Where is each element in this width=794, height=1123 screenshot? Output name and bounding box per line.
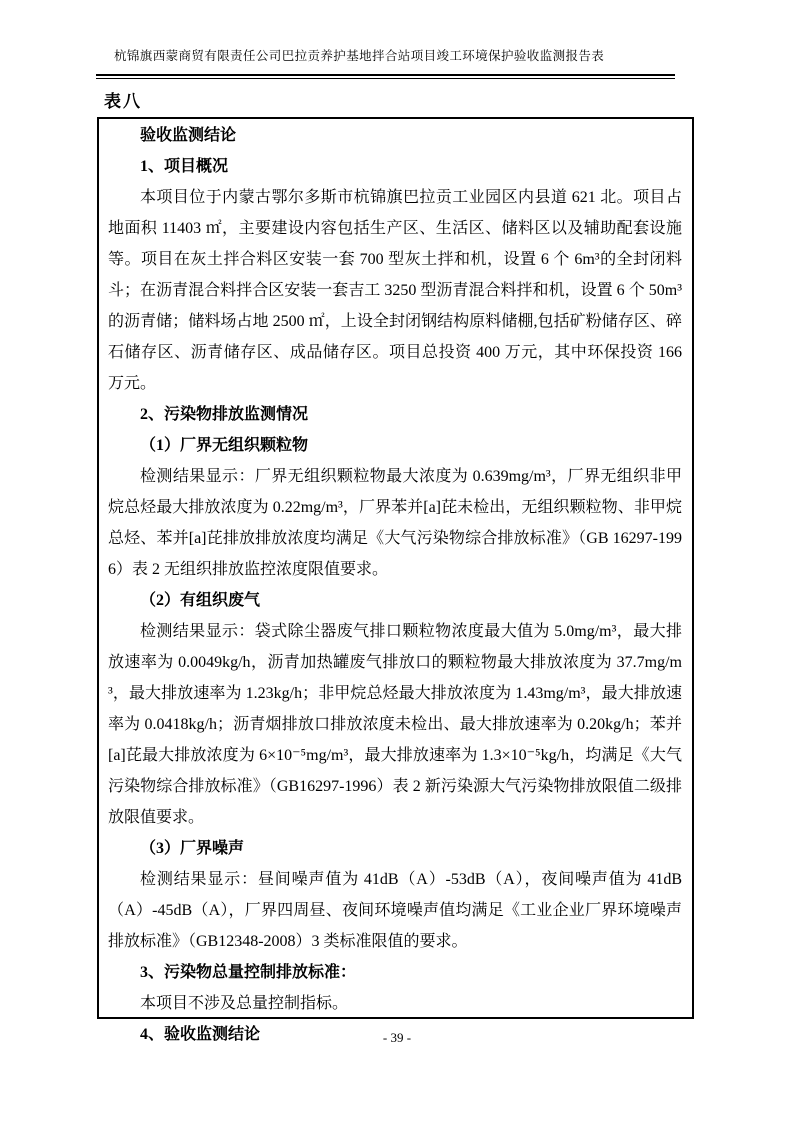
table-heading: 3、污染物总量控制排放标准： — [140, 964, 357, 981]
acceptance-conclusion-table — [97, 117, 694, 1043]
table-paragraph: 检测结果显示：昼间噪声值为 41dB（A）-53dB（A），夜间噪声值为 41dB（A）-45dB（A），厂界四周昼、夜间环境噪声值均满足《工业企业厂界环境噪声排放标准》（GB12348-2008）3 类标准限值的要求。 — [108, 871, 682, 950]
table-paragraph: 检测结果显示：袋式除尘器废气排口颗粒物浓度最大值为 5.0mg/m³，最大排放速率为 0.0049kg/h，沥青加热罐废气排放口的颗粒物最大排放浓度为 37.7mg/m³，最大排放速率为 1.23kg/h；非甲烷总烃最大排放浓度为 1.43mg/m³，最大排放速率为 0.0418kg/h；沥青烟排放口排放浓度未检出、最大排放速率为 0.20kg/h；苯并[a]芘最大排放浓度为 6×10⁻⁵mg/m³，最大排放速率为 1.3×10⁻⁵kg/h，均满足《大气污染物综合排放标准》（GB16297-1996）表 2 新污染源大气污染物排放限值二级排放限值要求。 — [108, 623, 682, 826]
table-heading: 2、污染物排放监测情况 — [140, 406, 309, 423]
document-header-title: 杭锦旗西蒙商贸有限责任公司巴拉贡养护基地拌合站项目竣工环境保护验收监测报告表 — [114, 49, 605, 63]
table-heading: （1）厂界无组织颗粒物 — [140, 437, 309, 454]
table-paragraph: 本项目不涉及总量控制指标。 — [140, 995, 349, 1012]
table-paragraph: 检测结果显示：厂界无组织颗粒物最大浓度为 0.639mg/m³，厂界无组织非甲烷总烃最大排放浓度为 0.22mg/m³，厂界苯并[a]芘未检出，无组织颗粒物、非甲烷总烃、苯并[a]芘排放排放浓度均满足《大气污染物综合排放标准》（GB 16297-1996）表 2 无组织排放监控浓度限值要求。 — [108, 468, 682, 578]
table-paragraph: 本项目位于内蒙古鄂尔多斯市杭锦旗巴拉贡工业园区内县道 621 北。项目占地面积 11403 ㎡，主要建设内容包括生产区、生活区、储料区以及辅助配套设施等。项目在灰土拌合料区安装一套 700 型灰土拌和机，设置 6 个 6m³的全封闭料斗；在沥青混合料拌合区安装一套吉工 3250 型沥青混合料拌和机，设置 6 个 50m³的沥青储；储料场占地 2500 ㎡，上设全封闭钢结构原料储棚,包括矿粉储存区、碎石储存区、沥青储存区、成品储存区。项目总投资 400 万元，其中环保投资 166 万元。 — [108, 189, 682, 392]
page-number: - 39 - — [382, 1030, 412, 1045]
table-heading: （2）有组织废气 — [140, 592, 261, 609]
table-heading: （3）厂界噪声 — [140, 840, 245, 857]
table-paragraphs-container — [108, 120, 682, 1050]
table-heading: 验收监测结论 — [140, 127, 237, 144]
header-double-rule — [96, 74, 675, 79]
table-heading: 4、验收监测结论 — [140, 1026, 261, 1043]
table-number-label: 表八 — [104, 92, 142, 111]
table-heading: 1、项目概况 — [140, 158, 229, 175]
